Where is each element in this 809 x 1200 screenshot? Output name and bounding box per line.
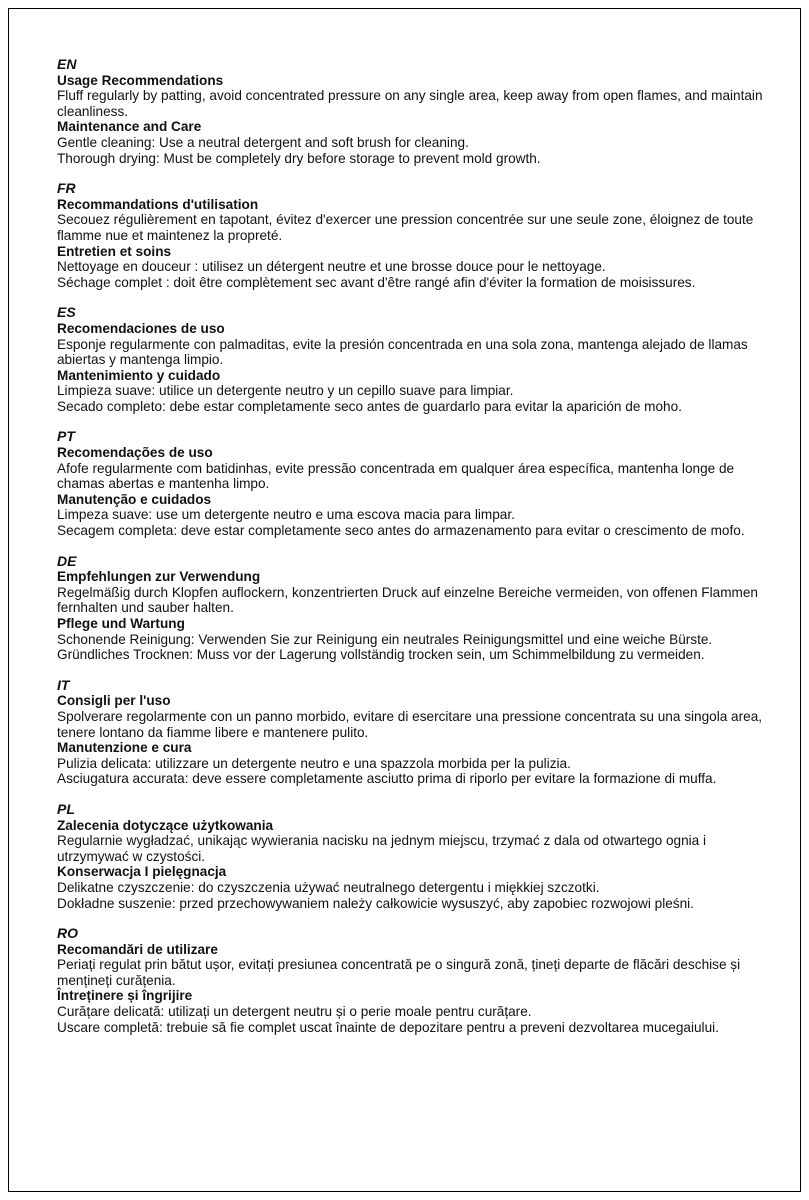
section-es	[57, 305, 775, 414]
section-it	[57, 678, 775, 787]
cleaning-text: Limpieza suave: utilice un detergente neutro y un cepillo suave para limpiar.	[57, 383, 514, 399]
language-code: ES	[57, 304, 76, 321]
care-heading: Manutenção e cuidados	[57, 491, 212, 507]
usage-heading: Usage Recommendations	[57, 72, 224, 88]
drying-text: Asciugatura accurata: deve essere completamente asciutto prima di riporlo per evitare la formazione di muffa.	[57, 771, 717, 787]
care-heading: Mantenimiento y cuidado	[57, 367, 221, 383]
language-code: RO	[57, 925, 78, 942]
language-code: DE	[57, 552, 77, 569]
language-code: PT	[57, 428, 75, 445]
drying-text: Secagem completa: deve estar completamente seco antes do armazenamento para evitar o crescimento de mofo.	[57, 523, 745, 539]
usage-heading: Recommandations d'utilisation	[57, 196, 259, 212]
language-code: IT	[57, 676, 70, 693]
section-fr	[57, 181, 775, 290]
drying-text: Dokładne suszenie: przed przechowywaniem należy całkowicie wysuszyć, aby zapobiec rozwojowi pleśni.	[57, 895, 694, 911]
usage-text: Secouez régulièrement en tapotant, évitez d'exercer une pression concentrée sur une seule zone, éloignez de toute flamme nue et maintenez la propreté.	[57, 212, 754, 243]
section-de	[57, 554, 775, 663]
language-code: FR	[57, 180, 76, 197]
usage-heading: Zalecenia dotyczące użytkowania	[57, 817, 274, 833]
usage-text: Periați regulat prin bătut ușor, evitați presiunea concentrată pe o singură zonă, țineți departe de flăcări deschise și mențineți curățenia.	[57, 957, 741, 988]
section-en	[57, 57, 775, 166]
usage-text: Afofe regularmente com batidinhas, evite pressão concentrada em qualquer área específica, mantenha longe de chamas abertas e mantenha limpo.	[57, 460, 735, 492]
cleaning-text: Pulizia delicata: utilizzare un detergente neutro e una spazzola morbida per la pulizia.	[57, 755, 571, 771]
cleaning-text: Gentle cleaning: Use a neutral detergent and soft brush for cleaning.	[57, 134, 469, 150]
usage-heading: Consigli per l'uso	[57, 693, 171, 709]
care-heading: Konserwacja I pielęgnacja	[57, 864, 227, 880]
care-heading: Manutenzione e cura	[57, 740, 192, 756]
care-heading: Maintenance and Care	[57, 119, 202, 135]
section-pl	[57, 802, 775, 911]
section-ro	[57, 926, 775, 1035]
usage-text: Esponje regularmente con palmaditas, evite la presión concentrada en una sola zona, mantenga alejado de llamas abiertas y mantenga limpio.	[57, 336, 748, 368]
language-code: EN	[57, 56, 77, 72]
usage-heading: Recomendações de uso	[57, 445, 213, 461]
document-content	[57, 57, 775, 1050]
usage-heading: Recomendaciones de uso	[57, 320, 225, 336]
usage-text: Regelmäßig durch Klopfen auflockern, konzentrierten Druck auf einzelne Bereiche vermeiden, von offenen Flammen fernhalten und sauber halten.	[57, 584, 758, 616]
usage-text: Fluff regularly by patting, avoid concentrated pressure on any single area, keep away from open flames, and maintain cleanliness.	[57, 88, 763, 119]
cleaning-text: Delikatne czyszczenie: do czyszczenia używać neutralnego detergentu i miękkiej szczotki.	[57, 879, 600, 895]
drying-text: Secado completo: debe estar completamente seco antes de guardarlo para evitar la aparición de moho.	[57, 398, 682, 414]
drying-text: Thorough drying: Must be completely dry before storage to prevent mold growth.	[57, 150, 541, 166]
drying-text: Gründliches Trocknen: Muss vor der Lagerung vollständig trocken sein, um Schimmelbildung zu vermeiden.	[57, 647, 705, 663]
cleaning-text: Limpeza suave: use um detergente neutro e uma escova macia para limpar.	[57, 507, 515, 523]
cleaning-text: Nettoyage en douceur : utilisez un détergent neutre et une brosse douce pour le nettoyage.	[57, 259, 606, 275]
drying-text: Séchage complet : doit être complètement sec avant d'être rangé afin d'éviter la formation de moisissures.	[57, 274, 696, 290]
care-heading: Întreținere și îngrijire	[57, 988, 193, 1004]
care-heading: Entretien et soins	[57, 243, 172, 259]
drying-text: Uscare completă: trebuie să fie complet uscat înainte de depozitare pentru a preveni dezvoltarea mucegaiului.	[57, 1019, 719, 1035]
usage-text: Spolverare regolarmente con un panno morbido, evitare di esercitare una pressione concentrata su una singola area, tenere lontano da fiamme libere e mantenere pulito.	[57, 708, 763, 740]
document-frame	[8, 8, 801, 1192]
usage-text: Regularnie wygładzać, unikając wywierania nacisku na jednym miejscu, trzymać z dala od otwartego ognia i utrzymywać w czystości.	[57, 833, 707, 864]
care-heading: Pflege und Wartung	[57, 616, 185, 631]
usage-heading: Empfehlungen zur Verwendung	[57, 569, 261, 585]
language-code: PL	[57, 800, 75, 817]
section-pt	[57, 429, 775, 538]
cleaning-text: Schonende Reinigung: Verwenden Sie zur Reinigung ein neutrales Reinigungsmittel und eine weiche Bürste.	[57, 631, 713, 647]
usage-heading: Recomandări de utilizare	[57, 941, 218, 957]
cleaning-text: Curățare delicată: utilizați un detergent neutru și o perie moale pentru curățare.	[57, 1004, 532, 1020]
